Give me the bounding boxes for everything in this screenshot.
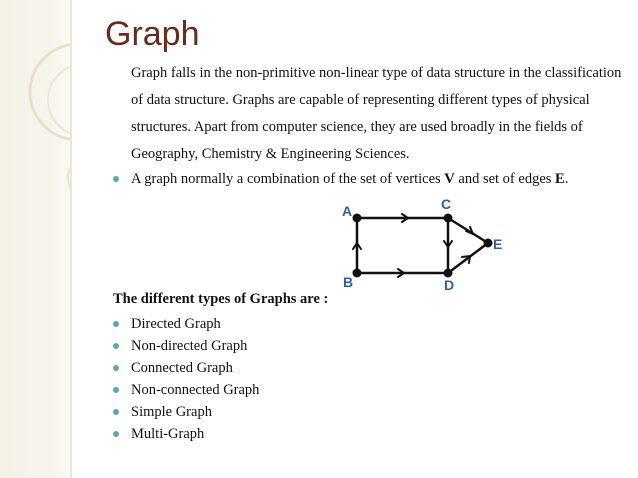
vertex-b [353,269,362,278]
bullet-dot-icon [113,387,119,393]
vertex-label-e: E [493,236,503,252]
definition-suffix: . [564,171,569,187]
graph-types-list [113,313,259,445]
bullet-dot-icon [113,365,119,371]
vertex-c [444,214,453,223]
vertices-symbol: V [444,171,455,187]
vertex-label-d: D [444,277,455,293]
graph-definition-bullet [113,171,568,188]
edges-symbol: E [555,171,565,187]
intro-paragraph: Graph falls in the non-primitive non-linear type of data structure in the classification of data structure. Graphs are capable of representing different types of physical structures. Apart from computer science, they are used broadly in the fields of Geography, Chemistry & Engineering Sciences. [131,65,622,162]
bullet-dot-icon [113,409,119,415]
edge-d-e [448,243,488,273]
list-item: Multi-Graph [113,423,259,445]
bullet-dot-icon [113,431,119,437]
bullet-dot-icon [113,176,119,182]
list-item: Connected Graph [113,357,259,379]
graph-types-heading: The different types of Graphs are : [113,291,329,307]
vertex-e [484,239,493,248]
vertex-label-a: A [342,203,353,219]
list-item: Non-directed Graph [113,335,259,357]
graph-diagram [330,195,510,295]
decorative-circles [0,0,72,478]
bullet-dot-icon [113,321,119,327]
edge-c-e [448,218,488,243]
vertex-a [353,214,362,223]
vertex-label-c: C [441,196,452,212]
definition-prefix: A graph normally a combination of the set of vertices [131,171,445,187]
decorative-side-band [0,0,72,478]
slide-title: Graph [105,15,200,53]
definition-middle: and set of edges [454,171,556,187]
list-item: Non-connected Graph [113,379,259,401]
bullet-dot-icon [113,343,119,349]
vertex-label-b: B [343,274,354,290]
list-item: Simple Graph [113,401,259,423]
list-item: Directed Graph [113,313,259,335]
